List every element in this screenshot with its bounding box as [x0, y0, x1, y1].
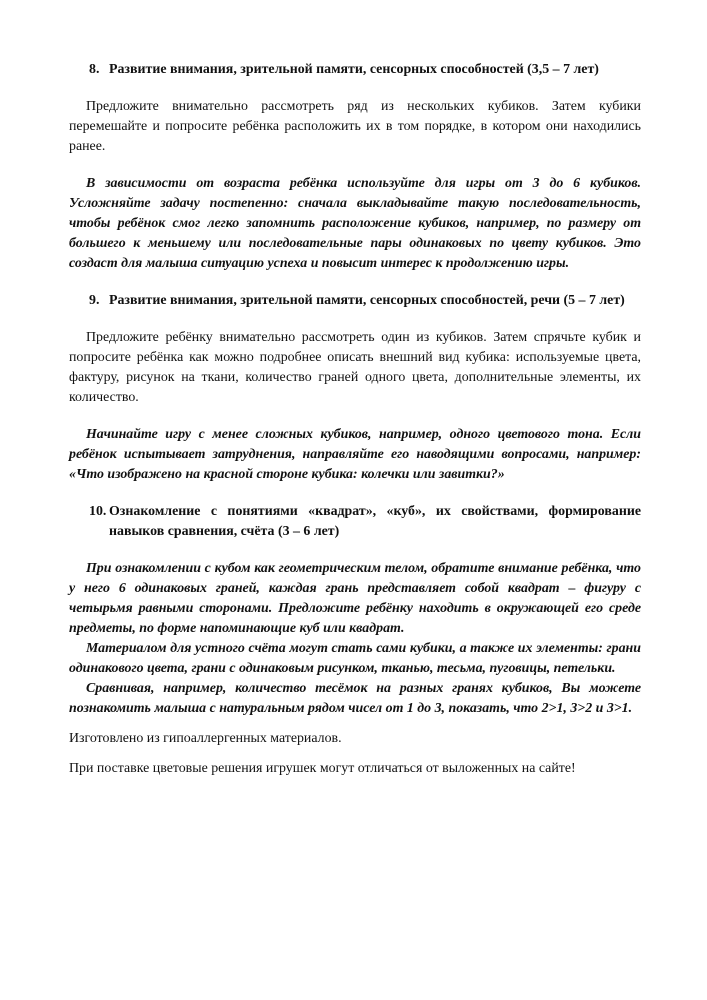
section-9-heading: [69, 291, 641, 311]
section-10-title: Ознакомление с понятиями «квадрат», «куб», их свойствами, формирование навыков сравнения, счёта (3 – 6 лет): [109, 504, 641, 539]
section-8-number: 8.: [89, 62, 100, 77]
material-note: Изготовлено из гипоаллергенных материалов.: [69, 731, 342, 746]
section-10-tip-1: При ознакомлении с кубом как геометрическим телом, обратите внимание ребёнка, что у него 6 одинаковых граней, каждая грань представляет собой квадрат – фигуру с четырьмя равными сторонами. Предложите ребёнку находить в окружающей его среде предметы, по форме напоминающие куб или квадрат.: [69, 561, 641, 636]
section-10-number: 10.: [89, 504, 107, 519]
section-10-tip-2: Материалом для устного счёта могут стать сами кубики, а также их элементы: грани одинакового цвета, грани с одинаковым рисунком, тканью, тесьма, пуговицы, петельки.: [69, 641, 641, 676]
color-note: При поставке цветовые решения игрушек могут отличаться от выложенных на сайте!: [69, 761, 576, 776]
section-8-tip: В зависимости от возраста ребёнка используйте для игры от 3 до 6 кубиков. Усложняйте задачу постепенно: сначала выкладывайте такую последовательность, чтобы ребёнок смог легко запомнить расположение кубиков, например, по размеру от большего к меньшему или последовательные пары одинаковых по цвету кубиков. Это создаст для малыша ситуацию успеха и повысит интерес к продолжению игры.: [69, 176, 641, 271]
section-9-number: 9.: [89, 293, 100, 308]
section-9-instruction: Предложите ребёнку внимательно рассмотреть один из кубиков. Затем спрячьте кубик и попросите ребёнка как можно подробнее описать внешний вид кубика: используемые цвета, фактуру, рисунок на ткани, количество граней одного цвета, дополнительные элементы, их количество.: [69, 330, 641, 405]
section-10-heading: [69, 502, 641, 542]
section-9-tip: Начинайте игру с менее сложных кубиков, например, одного цветового тона. Если ребёнок испытывает затруднения, направляйте его наводящими вопросами, например: «Что изображено на красной стороне кубика: колечки или завитки?»: [69, 427, 641, 482]
section-8-instruction: Предложите внимательно рассмотреть ряд из нескольких кубиков. Затем кубики перемешайте и попросите ребёнка расположить их в том порядке, в котором они находились ранее.: [69, 99, 641, 154]
section-10-tip-3: Сравнивая, например, количество тесёмок на разных гранях кубиков, Вы можете познакомить малыша с натуральным рядом чисел от 1 до 3, показать, что 2>1, 3>2 и 3>1.: [69, 681, 641, 716]
section-8-title: Развитие внимания, зрительной памяти, сенсорных способностей (3,5 – 7 лет): [109, 62, 599, 77]
section-8-heading: [69, 60, 641, 80]
section-9-title: Развитие внимания, зрительной памяти, сенсорных способностей, речи (5 – 7 лет): [109, 293, 625, 308]
document-page: [69, 60, 641, 779]
